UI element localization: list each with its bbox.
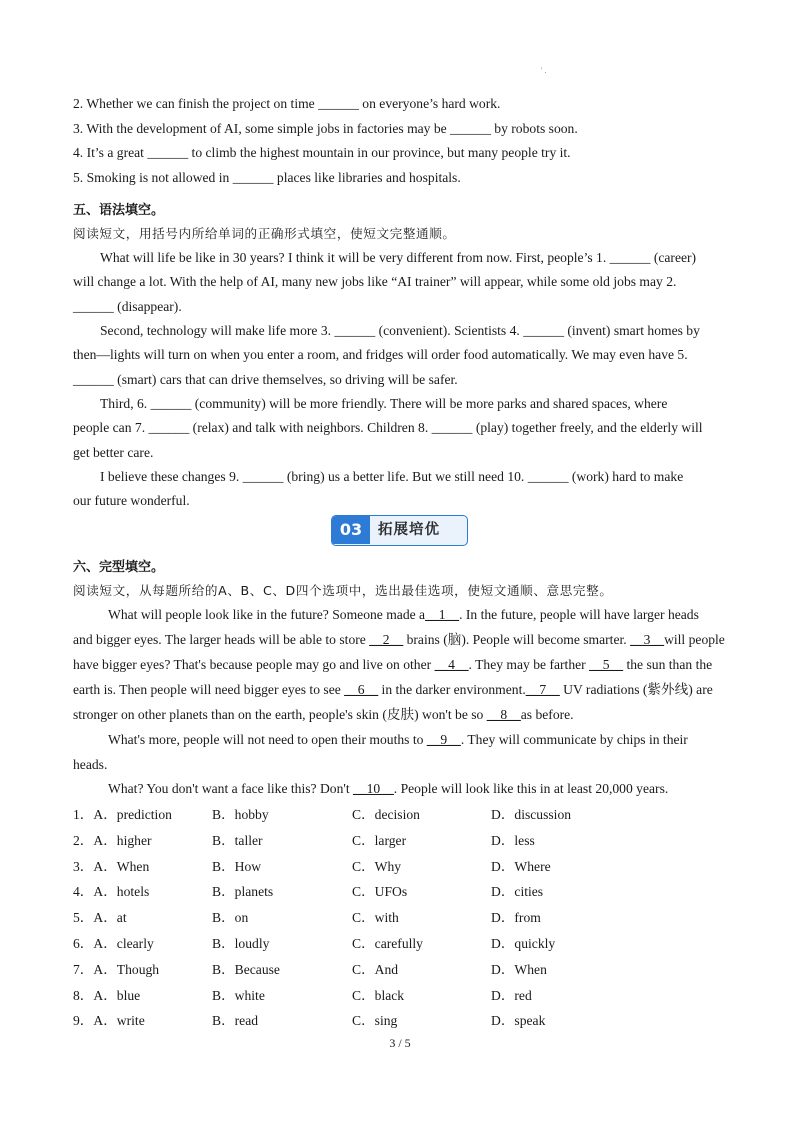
passage-line: What will life be like in 30 years? I think it will be very different from now. First, people’s 1. ______ (career)	[100, 250, 697, 265]
cloze-line	[108, 731, 688, 749]
option-1-d: D．discussion	[491, 807, 572, 822]
vocab-question-5: 5. Smoking is not allowed in ______ places like libraries and hospitals.	[73, 170, 461, 185]
cloze-blank-3: __3__	[630, 632, 665, 647]
cloze-text: have bigger eyes? That's because people may go and live on other	[73, 657, 435, 672]
passage-line: will change a lot. With the help of AI, many new jobs like “AI trainer” will appear, while some old jobs may 2.	[73, 274, 677, 289]
option-3-c: C．Why	[352, 859, 402, 874]
passage-line: then—lights will turn on when you enter a room, and fridges will order food automatically. We may even have 5.	[73, 347, 688, 362]
cloze-text: What will people look like in the future? Someone made a	[108, 607, 426, 622]
scan-mark: ' .	[541, 66, 547, 75]
cloze-blank-10: __10__	[353, 781, 394, 796]
option-8-d: D．red	[491, 988, 532, 1003]
passage-line: I believe these changes 9. ______ (bring) us a better life. But we still need 10. ______ (work) hard to make	[100, 469, 684, 484]
option-3-d: D．Where	[491, 859, 551, 874]
passage-line: get better care.	[73, 445, 154, 460]
cloze-line	[73, 656, 712, 674]
cloze-text: and bigger eyes. The larger heads will be able to store	[73, 632, 370, 647]
option-1-c: C．decision	[352, 807, 420, 822]
option-1-b: B．hobby	[212, 807, 269, 822]
option-2-d: D．less	[491, 833, 535, 848]
vocab-question-2: 2. Whether we can finish the project on time ______ on everyone’s hard work.	[73, 96, 501, 111]
cloze-text: brains (脑). People will become smarter.	[403, 632, 631, 647]
option-1-a: 1．A．prediction	[73, 807, 172, 822]
cloze-text: . They may be farther	[468, 657, 590, 672]
section6-instruction: 阅读短文，从每题所给的A、B、C、D四个选项中，选出最佳选项，使短文通顺、意思完整。	[73, 583, 613, 598]
cloze-blank-8: __8__	[486, 707, 521, 722]
cloze-blank-6: __6__	[344, 682, 379, 697]
cloze-blank-5: __5__	[589, 657, 624, 672]
option-4-c: C．UFOs	[352, 884, 408, 899]
banner-label: 拓展培优	[378, 522, 440, 538]
option-4-d: D．cities	[491, 884, 544, 899]
option-2-a: 2．A．higher	[73, 833, 152, 848]
cloze-line	[73, 681, 713, 699]
passage-line: Second, technology will make life more 3. ______ (convenient). Scientists 4. ______ (invent) smart homes by	[100, 323, 700, 338]
option-8-a: 8．A．blue	[73, 988, 141, 1003]
passage-line: ______ (disappear).	[73, 299, 182, 314]
option-9-d: D．speak	[491, 1013, 546, 1028]
cloze-line	[108, 606, 699, 624]
option-5-c: C．with	[352, 910, 399, 925]
cloze-text: as before.	[520, 707, 574, 722]
option-8-b: B．white	[212, 988, 265, 1003]
option-3-b: B．How	[212, 859, 262, 874]
cloze-text: stronger on other planets than on the earth, people's skin (皮肤) won't be so	[73, 707, 487, 722]
cloze-line	[108, 780, 668, 798]
section5-instruction: 阅读短文，用括号内所给单词的正确形式填空，使短文完整通顺。	[73, 226, 456, 241]
option-2-c: C．larger	[352, 833, 407, 848]
option-3-a: 3．A．When	[73, 859, 150, 874]
cloze-line: heads.	[73, 757, 108, 772]
option-8-c: C．black	[352, 988, 405, 1003]
option-9-a: 9．A．write	[73, 1013, 145, 1028]
cloze-text: UV radiations (紫外线) are	[559, 682, 713, 697]
cloze-text: What? You don't want a face like this? Don't	[108, 781, 353, 796]
cloze-blank-9: __9__	[426, 732, 461, 747]
cloze-text: earth is. Then people will need bigger eyes to see	[73, 682, 345, 697]
option-7-a: 7．A．Though	[73, 962, 160, 977]
vocab-question-4: 4. It’s a great ______ to climb the highest mountain in our province, but many people try it.	[73, 145, 571, 160]
option-6-c: C．carefully	[352, 936, 423, 951]
page-number: 3 / 5	[389, 1036, 411, 1050]
option-6-a: 6．A．clearly	[73, 936, 154, 951]
option-7-b: B．Because	[212, 962, 280, 977]
cloze-text: the sun than the	[623, 657, 713, 672]
option-4-a: 4．A．hotels	[73, 884, 150, 899]
section5-title: 五、语法填空。	[73, 203, 165, 218]
cloze-blank-4: __4__	[434, 657, 469, 672]
option-4-b: B．planets	[212, 884, 274, 899]
option-7-d: D．When	[491, 962, 547, 977]
option-6-b: B．loudly	[212, 936, 270, 951]
banner-number: 03	[332, 516, 370, 544]
option-2-b: B．taller	[212, 833, 263, 848]
cloze-line	[73, 631, 725, 649]
section-banner	[331, 515, 468, 546]
passage-line: people can 7. ______ (relax) and talk with neighbors. Children 8. ______ (play) together freely, and the elderly will	[73, 420, 703, 435]
passage-line: Third, 6. ______ (community) will be more friendly. There will be more parks and shared spaces, where	[100, 396, 668, 411]
cloze-text: . They will communicate by chips in their	[460, 732, 688, 747]
cloze-text: . In the future, people will have larger heads	[459, 607, 699, 622]
cloze-blank-1: __1__	[425, 607, 460, 622]
option-5-d: D．from	[491, 910, 541, 925]
option-9-c: C．sing	[352, 1013, 398, 1028]
cloze-blank-2: __2__	[369, 632, 404, 647]
section6-title: 六、完型填空。	[73, 560, 165, 575]
option-6-d: D．quickly	[491, 936, 556, 951]
passage-line: ______ (smart) cars that can drive themselves, so driving will be safer.	[73, 372, 458, 387]
cloze-blank-7: __7__	[525, 682, 560, 697]
vocab-question-3: 3. With the development of AI, some simple jobs in factories may be ______ by robots soon.	[73, 121, 578, 136]
cloze-text: in the darker environment.	[378, 682, 526, 697]
cloze-line	[73, 706, 574, 724]
cloze-text: will people	[664, 632, 725, 647]
cloze-text: What's more, people will not need to open their mouths to	[108, 732, 427, 747]
option-9-b: B．read	[212, 1013, 259, 1028]
cloze-text: . People will look like this in at least 20,000 years.	[393, 781, 669, 796]
option-7-c: C．And	[352, 962, 399, 977]
option-5-b: B．on	[212, 910, 249, 925]
option-5-a: 5．A．at	[73, 910, 127, 925]
passage-line: our future wonderful.	[73, 493, 190, 508]
